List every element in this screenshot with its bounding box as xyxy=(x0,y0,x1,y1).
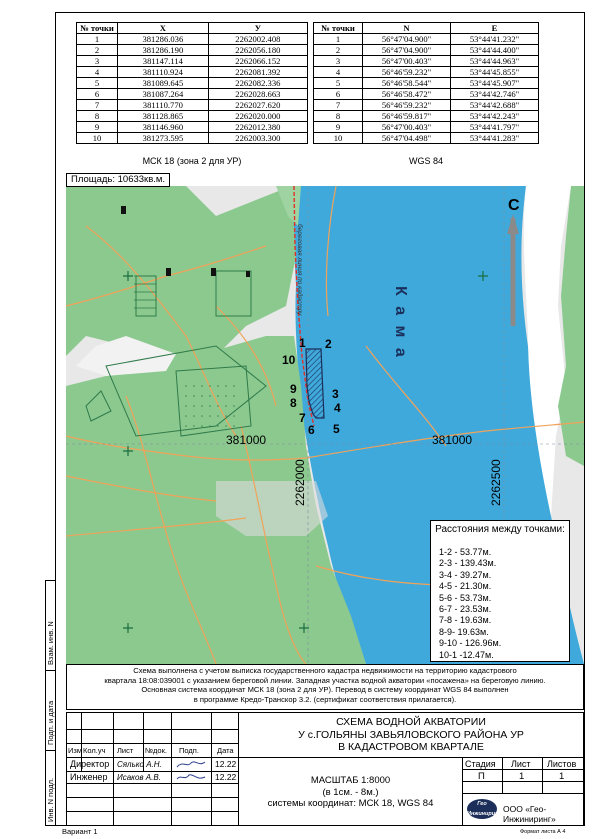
scheme-title-line: В КАДАСТРОВОМ КВАРТАЛЕ xyxy=(338,741,484,753)
col-header: № точки xyxy=(77,23,118,34)
side-label-inventory: Инв. N подл. xyxy=(46,777,55,822)
col-header: E xyxy=(451,23,539,34)
stamp-col-header: Лист xyxy=(117,746,134,755)
note-line: Основная система координат МСК 18 (зона 2 для УР). Перевод в систему координат WGS 84 выполнен xyxy=(141,685,509,695)
coord-value-cell: 53°44'42.688" xyxy=(451,100,539,111)
distance-item: 9-10 - 126.96м. xyxy=(439,638,502,649)
side-label-replace: Взам. инв. N xyxy=(46,621,55,665)
distance-item: 7-8 - 19.63м. xyxy=(439,615,492,626)
distances-box xyxy=(430,520,570,662)
coord-row xyxy=(77,34,308,45)
point-label-4: 4 xyxy=(334,401,341,415)
point-number-cell: 4 xyxy=(314,67,363,78)
point-number-cell: 8 xyxy=(77,111,118,122)
stage-value: 1 xyxy=(559,771,565,782)
area-label: Площадь: 10633кв.м. xyxy=(66,173,170,187)
point-label-2: 2 xyxy=(325,337,332,351)
coord-value-cell: 2262003.300 xyxy=(208,133,307,144)
coord-value-cell: 381286.036 xyxy=(118,34,209,45)
coord-value-cell: 2262081.392 xyxy=(208,67,307,78)
coord-value-cell: 56°47'00.403" xyxy=(363,56,451,67)
coord-row xyxy=(77,89,308,100)
coord-value-cell: 53°44'44.400" xyxy=(451,45,539,56)
coord-value-cell: 381110.770 xyxy=(118,100,209,111)
distance-item: 3-4 - 39.27м. xyxy=(439,569,492,580)
distances-list xyxy=(439,547,569,661)
stamp-divider xyxy=(67,743,238,744)
coord-row xyxy=(314,100,539,111)
coord-value-cell: 381147.114 xyxy=(118,56,209,67)
coord-row xyxy=(314,122,539,133)
stamp-date-director: 12.22 xyxy=(215,759,237,769)
coord-value-cell: 53°44'45.855" xyxy=(451,67,539,78)
point-number-cell: 10 xyxy=(314,133,363,144)
coord-value-cell: 2262028.663 xyxy=(208,89,307,100)
distance-item: 4-5 - 21.30м. xyxy=(439,581,492,592)
coord-row xyxy=(77,111,308,122)
stage-value: П xyxy=(478,771,485,782)
point-number-cell: 1 xyxy=(77,34,118,45)
coord-value-cell: 53°44'42.243" xyxy=(451,111,539,122)
point-label-3: 3 xyxy=(332,387,339,401)
coord-value-cell: 381273.595 xyxy=(118,133,209,144)
coord-value-cell: 53°44'41.232" xyxy=(451,34,539,45)
coord-row xyxy=(314,67,539,78)
coord-value-cell: 56°47'04.900" xyxy=(363,45,451,56)
coord-value-cell: 56°46'59.232" xyxy=(363,67,451,78)
coord-value-cell: 2262082.336 xyxy=(208,78,307,89)
col-header: У xyxy=(208,23,307,34)
stamp-divider xyxy=(462,793,583,794)
stamp-date-engineer: 12.22 xyxy=(215,772,237,782)
company-name: ООО «Гео-Инжиниринг» xyxy=(503,804,556,824)
distance-item: 1-2 - 53.77м. xyxy=(439,547,492,557)
coord-value-cell: 381286.190 xyxy=(118,45,209,56)
point-label-8: 8 xyxy=(290,396,297,410)
coord-row xyxy=(77,100,308,111)
coord-row xyxy=(77,56,308,67)
note-line: квартала 18:08:039001 с указанием береговой линии. Западная участка водной акватории «посажена» на береговую линию. xyxy=(104,675,546,685)
point-label-10: 10 xyxy=(282,353,296,367)
point-label-6: 6 xyxy=(308,423,315,437)
coord-value-cell: 53°44'44.963" xyxy=(451,56,539,67)
grid-label-y-left: 2262000 xyxy=(293,459,307,506)
col-header: X xyxy=(118,23,209,34)
scheme-note xyxy=(66,664,584,710)
coord-value-cell: 381089.645 xyxy=(118,78,209,89)
point-label-9: 9 xyxy=(290,382,297,396)
coord-value-cell: 2262056.180 xyxy=(208,45,307,56)
point-number-cell: 6 xyxy=(77,89,118,100)
coord-row xyxy=(77,78,308,89)
point-number-cell: 3 xyxy=(314,56,363,67)
point-number-cell: 5 xyxy=(77,78,118,89)
side-strip-divider xyxy=(45,670,55,671)
scheme-title-line: У с.ГОЛЬЯНЫ ЗАВЬЯЛОВСКОГО РАЙОНА УР xyxy=(298,728,524,741)
coord-value-cell: 381087.264 xyxy=(118,89,209,100)
coords-table-msk-caption: МСК 18 (зона 2 для УР) xyxy=(142,156,242,166)
point-label-5: 5 xyxy=(333,422,340,436)
stamp-divider xyxy=(462,757,463,825)
coord-value-cell: 53°44'41.283" xyxy=(451,133,539,144)
scale-line: (в 1см. - 8м.) xyxy=(322,786,379,798)
col-header: N xyxy=(363,23,451,34)
coord-value-cell: 2262066.152 xyxy=(208,56,307,67)
stamp-divider xyxy=(67,729,238,730)
company-logo-text: Гео Инжиниринг xyxy=(467,801,502,817)
stamp-divider xyxy=(502,757,503,793)
point-number-cell: 2 xyxy=(314,45,363,56)
stamp-divider xyxy=(542,757,543,793)
stage-header: Листов xyxy=(547,759,577,769)
coord-value-cell: 56°47'04.498" xyxy=(363,133,451,144)
point-number-cell: 7 xyxy=(77,100,118,111)
coord-value-cell: 53°44'45.907" xyxy=(451,78,539,89)
stamp-divider xyxy=(113,713,114,825)
stamp-role-engineer: Инженер xyxy=(70,772,108,782)
note-line: в программе Кредо-Транскор 3.2. (сертификат соответствия прилагается). xyxy=(193,694,457,704)
stamp-col-header: Изм xyxy=(68,746,82,755)
river-label: К а м а xyxy=(392,286,409,360)
signature-engineer xyxy=(175,771,207,783)
coord-value-cell: 56°47'04.900" xyxy=(363,34,451,45)
coords-table-wgs-caption: WGS 84 xyxy=(408,156,443,166)
stamp-divider xyxy=(462,769,583,770)
point-number-cell: 3 xyxy=(77,56,118,67)
grid-label-x-left: 381000 xyxy=(226,433,267,447)
coord-value-cell: 381146.960 xyxy=(118,122,209,133)
scale-block xyxy=(239,775,462,810)
coords-table-wgs xyxy=(313,22,539,144)
title-block xyxy=(66,712,584,826)
point-number-cell: 9 xyxy=(77,122,118,133)
scheme-title-line: СХЕМА ВОДНОЙ АКВАТОРИИ xyxy=(336,716,486,728)
stage-header: Лист xyxy=(511,759,531,769)
coord-row xyxy=(314,89,539,100)
coords-table-msk xyxy=(76,22,308,144)
stamp-divider xyxy=(67,783,238,784)
side-strip-divider xyxy=(45,750,55,751)
distances-title: Расстояния между точками: xyxy=(435,524,565,535)
stamp-col-header: Дата xyxy=(217,746,234,755)
point-label-7: 7 xyxy=(299,411,306,425)
coord-row xyxy=(314,111,539,122)
point-number-cell: 1 xyxy=(314,34,363,45)
distance-item: 6-7 - 23.53м. xyxy=(439,604,492,615)
point-number-cell: 4 xyxy=(77,67,118,78)
stamp-divider xyxy=(67,811,238,812)
stamp-col-header: Кол.уч xyxy=(83,746,106,755)
coord-value-cell: 56°46'58.472" xyxy=(363,89,451,100)
stamp-name-director: Сялько А.Н. xyxy=(117,760,162,769)
coord-value-cell: 2262027.620 xyxy=(208,100,307,111)
distance-item: 10-1 -12.47м. xyxy=(439,649,494,660)
coord-value-cell: 2262002.408 xyxy=(208,34,307,45)
coord-row xyxy=(314,133,539,144)
coord-row xyxy=(314,45,539,56)
footer-format: Формат листа А 4 xyxy=(520,829,566,835)
point-number-cell: 6 xyxy=(314,89,363,100)
point-label-1: 1 xyxy=(299,336,306,350)
point-number-cell: 9 xyxy=(314,122,363,133)
coord-row xyxy=(314,56,539,67)
stamp-col-header: Подп. xyxy=(179,746,199,755)
stamp-divider xyxy=(67,757,583,758)
coord-value-cell: 56°46'59.817" xyxy=(363,111,451,122)
shoreline-label: береговая линия по кадастру xyxy=(296,224,303,316)
coord-row xyxy=(77,45,308,56)
stage-header: Стадия xyxy=(465,759,496,769)
stamp-role-director: Директор xyxy=(70,759,110,769)
coord-row xyxy=(77,67,308,78)
col-header: № точки xyxy=(314,23,363,34)
point-number-cell: 5 xyxy=(314,78,363,89)
coord-value-cell: 53°44'41.797" xyxy=(451,122,539,133)
point-number-cell: 10 xyxy=(77,133,118,144)
grid-label-x-right: 381000 xyxy=(432,433,473,447)
coord-value-cell: 53°44'42.746" xyxy=(451,89,539,100)
coord-value-cell: 2262020.000 xyxy=(208,111,307,122)
point-number-cell: 2 xyxy=(77,45,118,56)
stamp-divider xyxy=(211,713,212,825)
coord-value-cell: 381128.865 xyxy=(118,111,209,122)
scale-line: МАСШТАБ 1:8000 xyxy=(310,775,391,786)
grid-label-y-right: 2262500 xyxy=(489,459,503,506)
stamp-col-header: №док. xyxy=(145,746,167,755)
signature-director xyxy=(175,758,207,770)
stamp-divider xyxy=(67,797,238,798)
distance-item: 8-9- 19.63м. xyxy=(439,626,489,637)
coord-row xyxy=(314,78,539,89)
footer-variant: Вариант 1 xyxy=(62,827,98,836)
coord-value-cell: 381110.924 xyxy=(118,67,209,78)
coord-row xyxy=(314,34,539,45)
distance-item: 5-6 - 53.73м. xyxy=(439,592,492,603)
north-label: С xyxy=(508,197,520,214)
distance-item: 2-3 - 139.43м. xyxy=(439,558,497,569)
side-label-sign-date: Подп. и дата xyxy=(46,700,55,745)
note-line: Схема выполнена с учетом выписка государственного кадастра недвижимости на территорию кадастрового xyxy=(133,666,517,675)
point-number-cell: 8 xyxy=(314,111,363,122)
coord-value-cell: 2262012.380 xyxy=(208,122,307,133)
company-logo xyxy=(467,799,502,819)
coord-value-cell: 56°46'58.544" xyxy=(363,78,451,89)
coord-row xyxy=(77,122,308,133)
stamp-divider xyxy=(171,713,172,825)
stage-value: 1 xyxy=(519,771,525,782)
coord-row xyxy=(77,133,308,144)
stamp-name-engineer: Исаков А.В. xyxy=(117,773,161,782)
point-number-cell: 7 xyxy=(314,100,363,111)
coord-value-cell: 56°47'00.403" xyxy=(363,122,451,133)
scheme-title xyxy=(239,716,583,754)
scale-line: системы координат: МСК 18, WGS 84 xyxy=(267,798,434,809)
coord-value-cell: 56°46'59.232" xyxy=(363,100,451,111)
